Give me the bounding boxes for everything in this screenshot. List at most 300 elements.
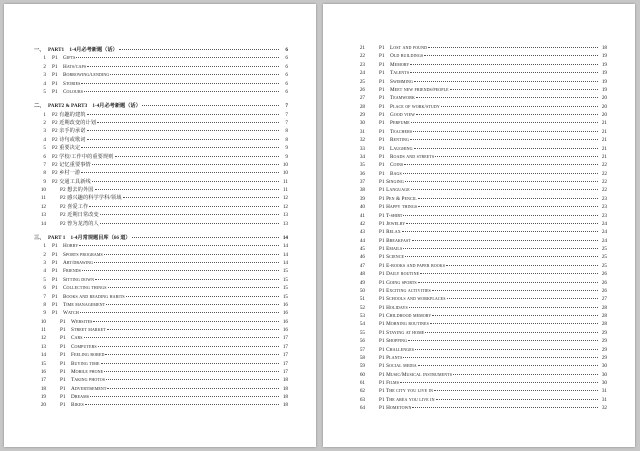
toc-entry-label: P1 Lost and found: [379, 45, 428, 51]
dot-leader: [416, 114, 598, 115]
toc-page-number: 7: [285, 103, 288, 110]
toc-entry[interactable]: [34, 251, 288, 259]
toc-entry-label: P2 乡村一游: [52, 170, 81, 177]
dot-leader: [87, 139, 279, 140]
toc-entry-number: 22: [359, 53, 365, 60]
dot-leader: [115, 156, 280, 157]
toc-entry-number: 56: [359, 338, 365, 345]
toc-entry[interactable]: [353, 111, 607, 119]
dot-leader: [104, 371, 279, 372]
toc-page-number: 31: [601, 388, 607, 395]
toc-entry[interactable]: [34, 136, 288, 144]
toc-entry[interactable]: [34, 368, 288, 376]
toc-entry[interactable]: [34, 385, 288, 393]
toc-entry[interactable]: [34, 169, 288, 177]
dot-leader: [84, 337, 279, 338]
toc-entry[interactable]: [353, 287, 607, 295]
toc-page-number: 17: [282, 360, 288, 367]
toc-entry[interactable]: [34, 220, 288, 228]
toc-entry[interactable]: [353, 119, 607, 127]
dot-leader: [450, 89, 598, 90]
toc-entry-number: 10: [40, 318, 46, 325]
dot-leader: [87, 66, 279, 67]
toc-entry[interactable]: [34, 161, 288, 169]
dot-leader: [418, 282, 598, 283]
toc-page-number: 18: [282, 402, 288, 409]
toc-entry[interactable]: [353, 329, 607, 337]
toc-entry-label: P1 Gifts: [52, 55, 76, 62]
toc-page-number: 14: [282, 251, 288, 258]
toc-entry[interactable]: [34, 111, 288, 119]
toc-entry-label: P1 Old buildings: [379, 53, 424, 60]
toc-entry[interactable]: [34, 301, 288, 309]
toc-entry[interactable]: [34, 119, 288, 127]
toc-page-number: 10: [282, 161, 288, 168]
dot-leader: [446, 265, 598, 266]
toc-page-number: 21: [601, 128, 607, 135]
toc-entry-number: 8: [43, 170, 46, 177]
toc-entry-label: P1 Emails: [379, 246, 403, 252]
toc-entry[interactable]: [353, 371, 607, 379]
toc-entry[interactable]: [34, 318, 288, 326]
toc-entry[interactable]: [353, 69, 607, 77]
toc-entry-label: P2 交通工具新线: [52, 178, 91, 185]
toc-page-number: 14: [282, 260, 288, 266]
toc-entry-number: 14: [40, 352, 46, 359]
toc-entry-number: 37: [359, 179, 365, 185]
toc-entry-label: P1 Language: [379, 187, 410, 194]
toc-entry-label: P1 Plants: [379, 354, 403, 361]
toc-entry-label: P1 Friends: [52, 268, 81, 275]
toc-section-heading[interactable]: [34, 234, 288, 242]
toc-page-number: 6: [285, 63, 288, 70]
toc-entry[interactable]: [34, 211, 288, 219]
toc-page-number: 19: [601, 70, 607, 77]
toc-page-number: 19: [601, 78, 607, 85]
toc-entry[interactable]: [353, 153, 607, 161]
toc-entry[interactable]: [34, 127, 288, 135]
toc-entry-label: P2 诗句或歌词: [52, 136, 86, 143]
toc-entry-number: 12: [40, 203, 46, 210]
dot-leader: [101, 363, 280, 364]
toc-entry-number: 29: [359, 112, 365, 118]
toc-entry-number: 12: [40, 335, 46, 342]
toc-entry[interactable]: [34, 242, 288, 250]
toc-list-right: [353, 44, 607, 413]
dot-leader: [453, 374, 598, 375]
toc-entry[interactable]: [34, 54, 288, 62]
toc-page-number: 6: [285, 47, 288, 53]
toc-entry[interactable]: [353, 387, 607, 395]
toc-entry[interactable]: [353, 270, 607, 278]
toc-entry[interactable]: [353, 396, 607, 404]
dot-leader: [79, 245, 279, 246]
toc-entry-number: 21: [359, 45, 365, 51]
dot-leader: [410, 72, 598, 73]
toc-entry-number: 64: [359, 405, 365, 412]
toc-entry[interactable]: [353, 103, 607, 111]
toc-entry[interactable]: [353, 44, 607, 52]
toc-entry[interactable]: [34, 144, 288, 152]
dot-leader: [84, 91, 279, 92]
toc-page-number: 14: [282, 243, 288, 250]
dot-leader: [400, 382, 598, 383]
toc-page-number: 26: [601, 279, 607, 286]
toc-page-number: 17: [282, 335, 288, 342]
toc-entry[interactable]: [353, 203, 607, 211]
dot-leader: [92, 164, 279, 165]
toc-entry-label: PART1 1-4月必考新题（话）: [48, 47, 118, 53]
toc-entry-label: P1 Daily routine: [379, 271, 420, 278]
toc-entry[interactable]: [353, 404, 607, 412]
toc-entry-label: P1 Perfume: [379, 120, 410, 127]
toc-entry-label: P1 Sitting down: [52, 276, 95, 283]
toc-entry-number: 59: [359, 363, 365, 370]
dot-leader: [408, 340, 598, 341]
dot-leader: [119, 49, 279, 50]
dot-leader: [107, 388, 279, 389]
toc-entry[interactable]: [34, 63, 288, 71]
toc-entry[interactable]: [34, 276, 288, 284]
toc-entry-number: 9: [43, 178, 46, 185]
toc-page-number: 29: [601, 346, 607, 353]
toc-entry[interactable]: [353, 161, 607, 169]
toc-entry[interactable]: [353, 279, 607, 287]
toc-entry-label: P1 Jewelry: [379, 220, 406, 227]
toc-entry-label: P1 Feeling bored: [60, 352, 105, 359]
toc-page-number: 9: [285, 153, 288, 160]
toc-entry[interactable]: [353, 312, 607, 320]
toc-entry-label: P1 Challenges: [379, 346, 415, 353]
toc-entry-label: P1 Exciting activities: [379, 287, 431, 294]
toc-entry[interactable]: [353, 220, 607, 228]
dot-leader: [100, 223, 279, 224]
toc-page-number: 15: [282, 276, 288, 283]
toc-entry-label: P2 喜爱工作: [60, 203, 89, 210]
toc-entry[interactable]: [353, 228, 607, 236]
toc-entry-label: P1 Holidays: [379, 304, 408, 311]
toc-entry-label: P1 The city you live in: [379, 388, 433, 395]
toc-entry-label: P1 Computers: [60, 343, 97, 350]
toc-entry[interactable]: [353, 186, 607, 194]
toc-entry[interactable]: [353, 362, 607, 370]
toc-page-number: 17: [282, 343, 288, 350]
toc-page-number: 21: [601, 153, 607, 160]
toc-page-number: 30: [601, 363, 607, 370]
dot-leader: [81, 172, 279, 173]
toc-page-number: 25: [601, 246, 607, 252]
toc-entry-label: P2 重要决定: [52, 145, 81, 152]
toc-page-number: 6: [285, 80, 288, 87]
toc-entry-label: P1 Science: [379, 254, 405, 261]
dot-leader: [403, 215, 598, 216]
toc-page-number: 18: [282, 394, 288, 400]
toc-entry-label: P1 Renting: [379, 137, 410, 144]
toc-page-number: 26: [601, 271, 607, 278]
toc-page-number: 24: [601, 237, 607, 244]
toc-entry[interactable]: [34, 203, 288, 211]
toc-entry-label: P2 曾为龙湾的人: [60, 220, 99, 227]
dot-leader: [98, 346, 279, 347]
toc-entry[interactable]: [353, 78, 607, 86]
toc-entry-label: P1 E-books and paper books: [379, 262, 446, 269]
dot-leader: [424, 55, 598, 56]
toc-entry-label: P2 亲手的承诺: [52, 128, 86, 135]
toc-entry[interactable]: [34, 343, 288, 351]
dot-leader: [428, 47, 598, 48]
toc-entry[interactable]: [353, 145, 607, 153]
toc-entry[interactable]: [34, 334, 288, 342]
toc-entry-number: 41: [359, 212, 365, 219]
toc-entry-number: 61: [359, 380, 365, 386]
toc-page-number: 11: [283, 187, 288, 193]
toc-entry-number: 44: [359, 237, 365, 244]
dot-leader: [106, 304, 279, 305]
toc-entry-label: P2 记忆重要事情: [52, 161, 91, 168]
dot-leader: [414, 148, 598, 149]
dot-leader: [95, 189, 279, 190]
dot-leader: [406, 223, 598, 224]
toc-entry-label: P2 感兴趣的科学学科/领域: [60, 195, 122, 202]
toc-page-number: 18: [282, 385, 288, 392]
toc-entry-label: P1 Schools and workplaces: [379, 296, 446, 303]
toc-page-number: 29: [601, 338, 607, 345]
dot-leader: [415, 349, 598, 350]
toc-page-number: 9: [285, 145, 288, 152]
toc-entry[interactable]: [34, 186, 288, 194]
toc-entry[interactable]: [353, 86, 607, 94]
dot-leader: [441, 106, 598, 107]
toc-entry[interactable]: [353, 212, 607, 220]
dot-leader: [404, 164, 598, 165]
toc-page-number: 28: [601, 304, 607, 311]
toc-entry-number: 4: [43, 136, 46, 143]
toc-entry-label: P1 Social media: [379, 363, 417, 370]
toc-entry-label: P1 Morning routines: [379, 321, 429, 328]
toc-entry-label: P1 Watch: [52, 310, 79, 317]
toc-entry-label: P1 The area you live in: [379, 396, 435, 403]
toc-page-number: 12: [282, 195, 288, 202]
toc-entry-number: 47: [359, 262, 365, 269]
toc-entry[interactable]: [353, 195, 607, 203]
toc-entry-label: P1 Pen & Pencil: [379, 195, 417, 202]
toc-entry-number: 6: [43, 153, 46, 160]
toc-entry[interactable]: [353, 253, 607, 261]
dot-leader: [80, 312, 279, 313]
toc-entry-label: P1 Buying time: [60, 360, 100, 367]
toc-entry-label: P2 想去的外国: [60, 187, 94, 193]
toc-entry[interactable]: [353, 170, 607, 178]
toc-entry-number: 54: [359, 321, 365, 328]
toc-entry[interactable]: [353, 295, 607, 303]
toc-page-number: 6: [285, 55, 288, 62]
toc-entry-label: P1 Colours: [52, 88, 84, 95]
toc-entry[interactable]: [353, 245, 607, 253]
toc-page-number: 23: [601, 212, 607, 219]
dot-leader: [106, 379, 279, 380]
dot-leader: [403, 248, 598, 249]
toc-entry-label: P1 Laughing: [379, 145, 413, 152]
toc-entry[interactable]: [353, 354, 607, 362]
toc-entry-label: P1 Books and reading habits: [52, 293, 125, 300]
toc-page-number: 17: [282, 368, 288, 375]
toc-entry-label: P1 Street market: [60, 327, 106, 333]
toc-entry[interactable]: [353, 178, 607, 186]
toc-entry-label: P1 Hometown: [379, 405, 412, 412]
toc-entry-number: 15: [40, 360, 46, 367]
toc-page-number: 24: [601, 220, 607, 227]
toc-entry-label: P2 学校/工作中的重要规则: [52, 153, 114, 160]
dot-leader: [105, 354, 279, 355]
toc-entry[interactable]: [353, 128, 607, 136]
toc-entry-number: 1: [43, 243, 46, 250]
toc-entry[interactable]: [353, 346, 607, 354]
toc-page-number: 6: [285, 72, 288, 79]
toc-entry-number: 11: [41, 327, 46, 333]
toc-page-number: 29: [601, 329, 607, 336]
toc-page-number: 18: [282, 377, 288, 384]
dot-leader: [434, 390, 598, 391]
toc-entry-number: 7: [43, 293, 46, 300]
toc-page-number: 11: [283, 178, 288, 185]
toc-entry[interactable]: [353, 262, 607, 270]
dot-leader: [412, 407, 598, 408]
toc-entry-label: P1 Talents: [379, 70, 410, 77]
toc-entry-number: 一、: [34, 47, 45, 53]
toc-page-number: 13: [282, 220, 288, 227]
dot-leader: [418, 206, 598, 207]
toc-page-number: 28: [601, 313, 607, 319]
toc-entry-number: 42: [359, 220, 365, 227]
toc-entry-number: 40: [359, 204, 365, 211]
toc-entry-number: 35: [359, 162, 365, 169]
toc-entry-label: P1 Stories: [52, 80, 81, 87]
toc-page-number: 16: [282, 301, 288, 308]
toc-page-number: 17: [282, 352, 288, 359]
toc-entry[interactable]: [353, 52, 607, 60]
dot-leader: [402, 231, 598, 232]
toc-entry[interactable]: [34, 309, 288, 317]
dot-leader: [76, 57, 279, 58]
document-page-right: [323, 4, 635, 447]
toc-entry[interactable]: [353, 320, 607, 328]
dot-leader: [405, 181, 598, 182]
toc-entry-number: 10: [40, 187, 46, 193]
dot-leader: [87, 130, 279, 131]
toc-page-number: 16: [282, 327, 288, 333]
toc-entry[interactable]: [353, 337, 607, 345]
toc-page-number: 16: [282, 318, 288, 325]
toc-entry-number: 46: [359, 254, 365, 261]
toc-entry-label: P1 Sports programs: [52, 251, 103, 258]
toc-entry-number: 2: [43, 251, 46, 258]
toc-entry-label: P1 Hats/caps: [52, 63, 87, 70]
dot-leader: [447, 298, 598, 299]
toc-entry[interactable]: [34, 88, 288, 96]
toc-entry-number: 2: [43, 63, 46, 70]
toc-entry[interactable]: [353, 61, 607, 69]
toc-entry[interactable]: [353, 94, 607, 102]
toc-entry[interactable]: [34, 267, 288, 275]
toc-entry-number: 14: [40, 220, 46, 227]
toc-entry[interactable]: [34, 194, 288, 202]
toc-entry[interactable]: [34, 360, 288, 368]
toc-entry-label: P1 Breakfast: [379, 237, 411, 244]
toc-entry-number: 28: [359, 103, 365, 110]
dot-leader: [412, 240, 598, 241]
toc-entry[interactable]: [34, 393, 288, 401]
dot-leader: [126, 296, 279, 297]
dot-leader: [413, 131, 598, 132]
toc-entry-number: 13: [40, 343, 46, 350]
toc-entry-label: P1 Dreams: [60, 394, 90, 400]
toc-section-heading[interactable]: [34, 46, 288, 54]
dot-leader: [425, 332, 598, 333]
dot-leader: [89, 206, 279, 207]
toc-entry-label: P2 近期日常改变: [60, 212, 99, 219]
toc-page-number: 21: [601, 120, 607, 127]
toc-entry[interactable]: [353, 136, 607, 144]
toc-entry[interactable]: [34, 293, 288, 301]
toc-entry[interactable]: [34, 326, 288, 334]
toc-entry[interactable]: [34, 71, 288, 79]
toc-entry-number: 53: [359, 313, 365, 319]
dot-leader: [104, 254, 279, 255]
toc-entry-label: P2 近期改变的计划: [52, 120, 97, 126]
toc-entry[interactable]: [34, 80, 288, 88]
toc-page-number: 15: [282, 268, 288, 275]
toc-entry-label: P1 Websites: [60, 318, 93, 325]
toc-entry-label: P1 Music/Musical instruments: [379, 371, 453, 378]
toc-page-number: 19: [601, 86, 607, 93]
toc-entry-number: 36: [359, 170, 365, 177]
toc-entry-number: 32: [359, 137, 365, 144]
toc-entry[interactable]: [34, 259, 288, 267]
toc-entry-number: 11: [41, 195, 46, 202]
toc-entry[interactable]: [34, 284, 288, 292]
toc-section-heading[interactable]: [34, 102, 288, 110]
toc-entry-label: P1 Teachers: [379, 128, 413, 135]
toc-page-number: 26: [601, 287, 607, 294]
toc-entry-number: 55: [359, 329, 365, 336]
toc-entry-number: 13: [40, 212, 46, 219]
toc-entry-label: P1 Childhood memory: [379, 313, 432, 319]
toc-page-number: 25: [601, 262, 607, 269]
toc-entry[interactable]: [34, 351, 288, 359]
toc-page-number: 32: [601, 405, 607, 412]
toc-entry[interactable]: [34, 401, 288, 409]
toc-entry-number: 38: [359, 187, 365, 194]
toc-entry-number: 26: [359, 86, 365, 93]
toc-entry[interactable]: [353, 237, 607, 245]
toc-entry-number: 6: [43, 285, 46, 292]
toc-entry[interactable]: [34, 153, 288, 161]
dot-leader: [410, 139, 598, 140]
toc-entry[interactable]: [353, 304, 607, 312]
toc-entry[interactable]: [353, 379, 607, 387]
dot-leader: [414, 81, 598, 82]
toc-entry[interactable]: [34, 376, 288, 384]
toc-entry-label: P1 Collecting things: [52, 285, 107, 292]
dot-leader: [100, 214, 279, 215]
toc-page-number: 15: [282, 293, 288, 300]
toc-page-number: 10: [282, 170, 288, 177]
toc-page-number: 20: [601, 95, 607, 102]
toc-entry-number: 27: [359, 95, 365, 102]
toc-entry[interactable]: [34, 178, 288, 186]
dot-leader: [432, 315, 598, 316]
toc-entry-number: 三、: [34, 234, 45, 241]
